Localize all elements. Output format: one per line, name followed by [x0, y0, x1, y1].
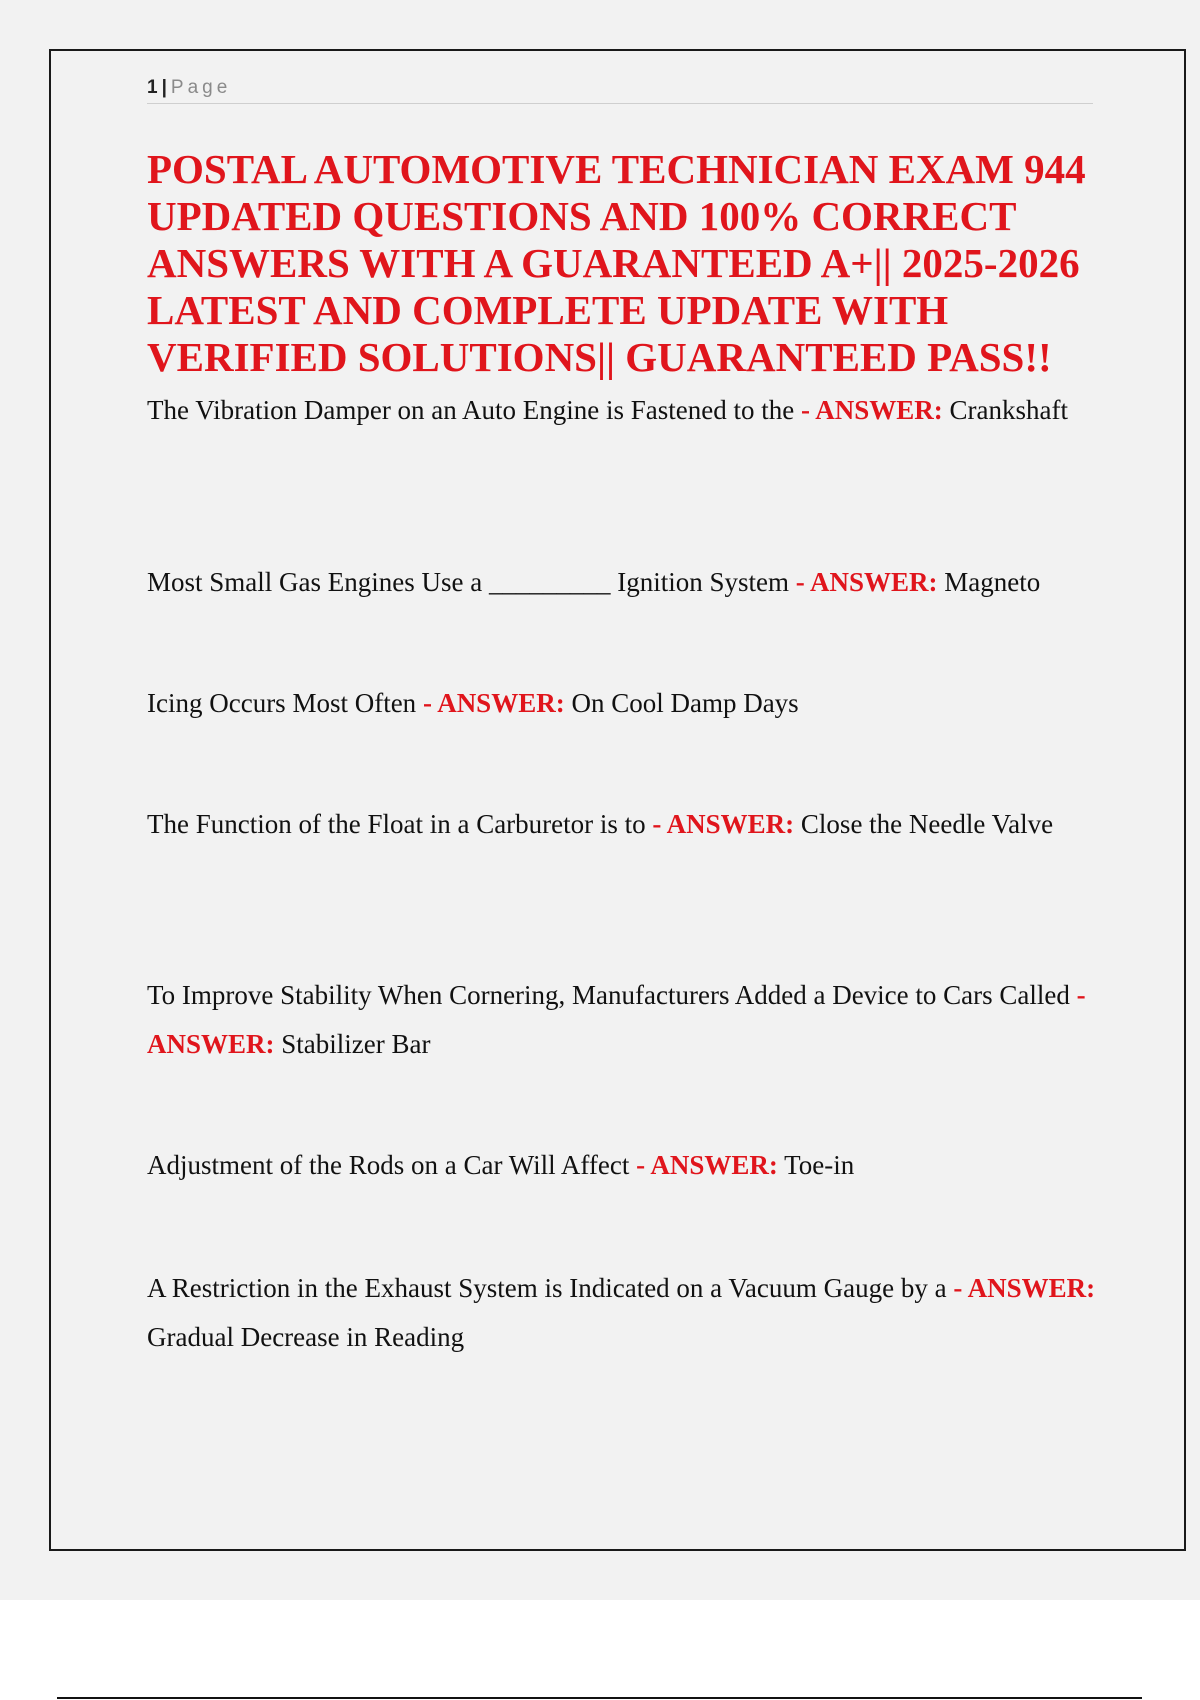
question-text: The Function of the Float in a Carburetor is to	[147, 809, 646, 839]
answer-label: - ANSWER:	[795, 567, 938, 597]
question-text: The Vibration Damper on an Auto Engine is Fastened to the	[147, 395, 795, 425]
page-header	[147, 73, 1093, 104]
answer-label: - ANSWER:	[636, 1150, 778, 1180]
answer-text: On Cool Damp Days	[571, 688, 799, 718]
answer-label: - ANSWER:	[147, 980, 1086, 1059]
answer-label: - ANSWER:	[953, 1273, 1096, 1303]
question-text: Most Small Gas Engines Use a _________ Ignition System	[147, 567, 789, 597]
document-page	[49, 49, 1186, 1551]
qa-item	[147, 679, 1107, 728]
qa-item	[147, 1141, 1107, 1190]
qa-item	[147, 558, 1107, 607]
page-number: 1	[147, 77, 158, 98]
qa-item	[147, 800, 1107, 849]
next-page-divider	[57, 1697, 1142, 1699]
answer-text: Magneto	[944, 567, 1041, 597]
answer-text: Stabilizer Bar	[281, 1029, 431, 1059]
qa-item	[147, 971, 1107, 1069]
question-text: To Improve Stability When Cornering, Manufacturers Added a Device to Cars Called	[147, 980, 1070, 1010]
answer-text: Crankshaft	[949, 395, 1068, 425]
answer-label: - ANSWER:	[801, 395, 943, 425]
question-text: Icing Occurs Most Often	[147, 688, 417, 718]
answer-label: - ANSWER:	[422, 688, 565, 718]
question-text: A Restriction in the Exhaust System is Indicated on a Vacuum Gauge by a	[147, 1273, 947, 1303]
answer-text: Close the Needle Valve	[800, 809, 1054, 839]
qa-item	[147, 386, 1107, 435]
answer-text: Toe-in	[784, 1150, 855, 1180]
answer-label: - ANSWER:	[652, 809, 795, 839]
qa-item	[147, 1264, 1107, 1362]
question-text: Adjustment of the Rods on a Car Will Affect	[147, 1150, 630, 1180]
answer-text: Gradual Decrease in Reading	[147, 1322, 465, 1352]
page-number-separator: |	[161, 77, 167, 98]
page-label: Page	[170, 77, 232, 98]
document-title: POSTAL AUTOMOTIVE TECHNICIAN EXAM 944 UPDATED QUESTIONS AND 100% CORRECT ANSWERS WITH A GUARANTEED A+|| 2025-2026 LATEST AND COMPLETE UPDATE WITH VERIFIED SOLUTIONS|| GUARANTEED PASS!!	[147, 146, 1086, 380]
